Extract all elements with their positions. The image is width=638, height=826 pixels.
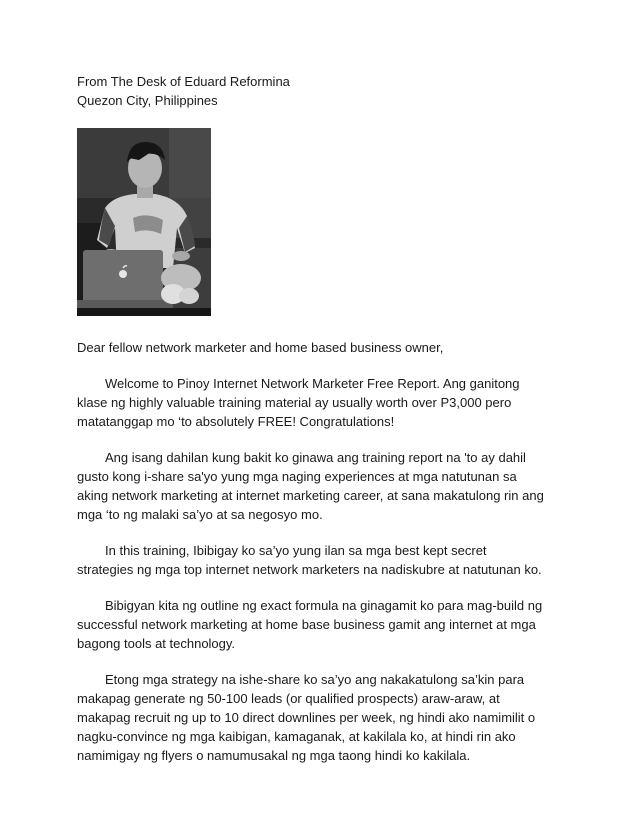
paragraph-5 [77,670,577,765]
paragraph-4 [77,596,577,653]
paragraph-line: gusto kong i-share sa'yo yung mga naging experiences at mga natutunan sa [77,469,517,484]
from-line: From The Desk of Eduard Reformina [77,74,290,89]
author-photo [77,128,211,316]
salutation: Dear fellow network marketer and home based business owner, [77,340,444,355]
location-line: Quezon City, Philippines [77,93,218,108]
paragraph-line: Bibigyan kita ng outline ng exact formula na ginagamit ko para mag-build ng [105,598,543,613]
paragraph-line: makapag recruit ng up to 10 direct downlines per week, ng hindi ako namimilit o [77,710,536,725]
paragraph-1 [77,374,577,431]
paragraph-line: nagku-convince ng mga kaibigan, kamaganak, at kakilala ko, at hindi rin ako [77,729,516,744]
paragraph-line: Ang isang dahilan kung bakit ko ginawa ang training report na 'to ay dahil [105,450,526,465]
paragraph-line: strategies ng mga top internet network marketers na nadiskubre at natutunan ko. [77,562,542,577]
paragraph-line: makapag generate ng 50-100 leads (or qualified prospects) araw-araw, at [77,691,500,706]
paragraph-line: klase ng highly valuable training material ay usually worth over P3,000 pero [77,395,512,410]
paragraph-line: In this training, Ibibigay ko sa’yo yung ilan sa mga best kept secret [105,543,487,558]
paragraph-line: aking network marketing at internet marketing career, at sana makatulong rin ang [77,488,544,503]
paragraph-line: mga ‘to ng malaki sa’yo at sa negosyo mo. [77,507,323,522]
author-photo-illustration [77,128,211,316]
paragraph-3 [77,541,577,579]
letter-header [77,72,290,110]
paragraph-line: Welcome to Pinoy Internet Network Marketer Free Report. Ang ganitong [105,376,520,391]
paragraph-line: namimigay ng flyers o namumusakal ng mga taong hindi ko kakilala. [77,748,471,763]
paragraph-line: successful network marketing at home base business gamit ang internet at mga [77,617,536,632]
paragraph-line: matatanggap mo ‘to absolutely FREE! Congratulations! [77,414,395,429]
paragraph-line: Etong mga strategy na ishe-share ko sa’yo ang nakakatulong sa’kin para [105,672,525,687]
paragraph-line: bagong tools at technology. [77,636,236,651]
letter-body [77,338,577,765]
paragraph-2 [77,448,577,524]
